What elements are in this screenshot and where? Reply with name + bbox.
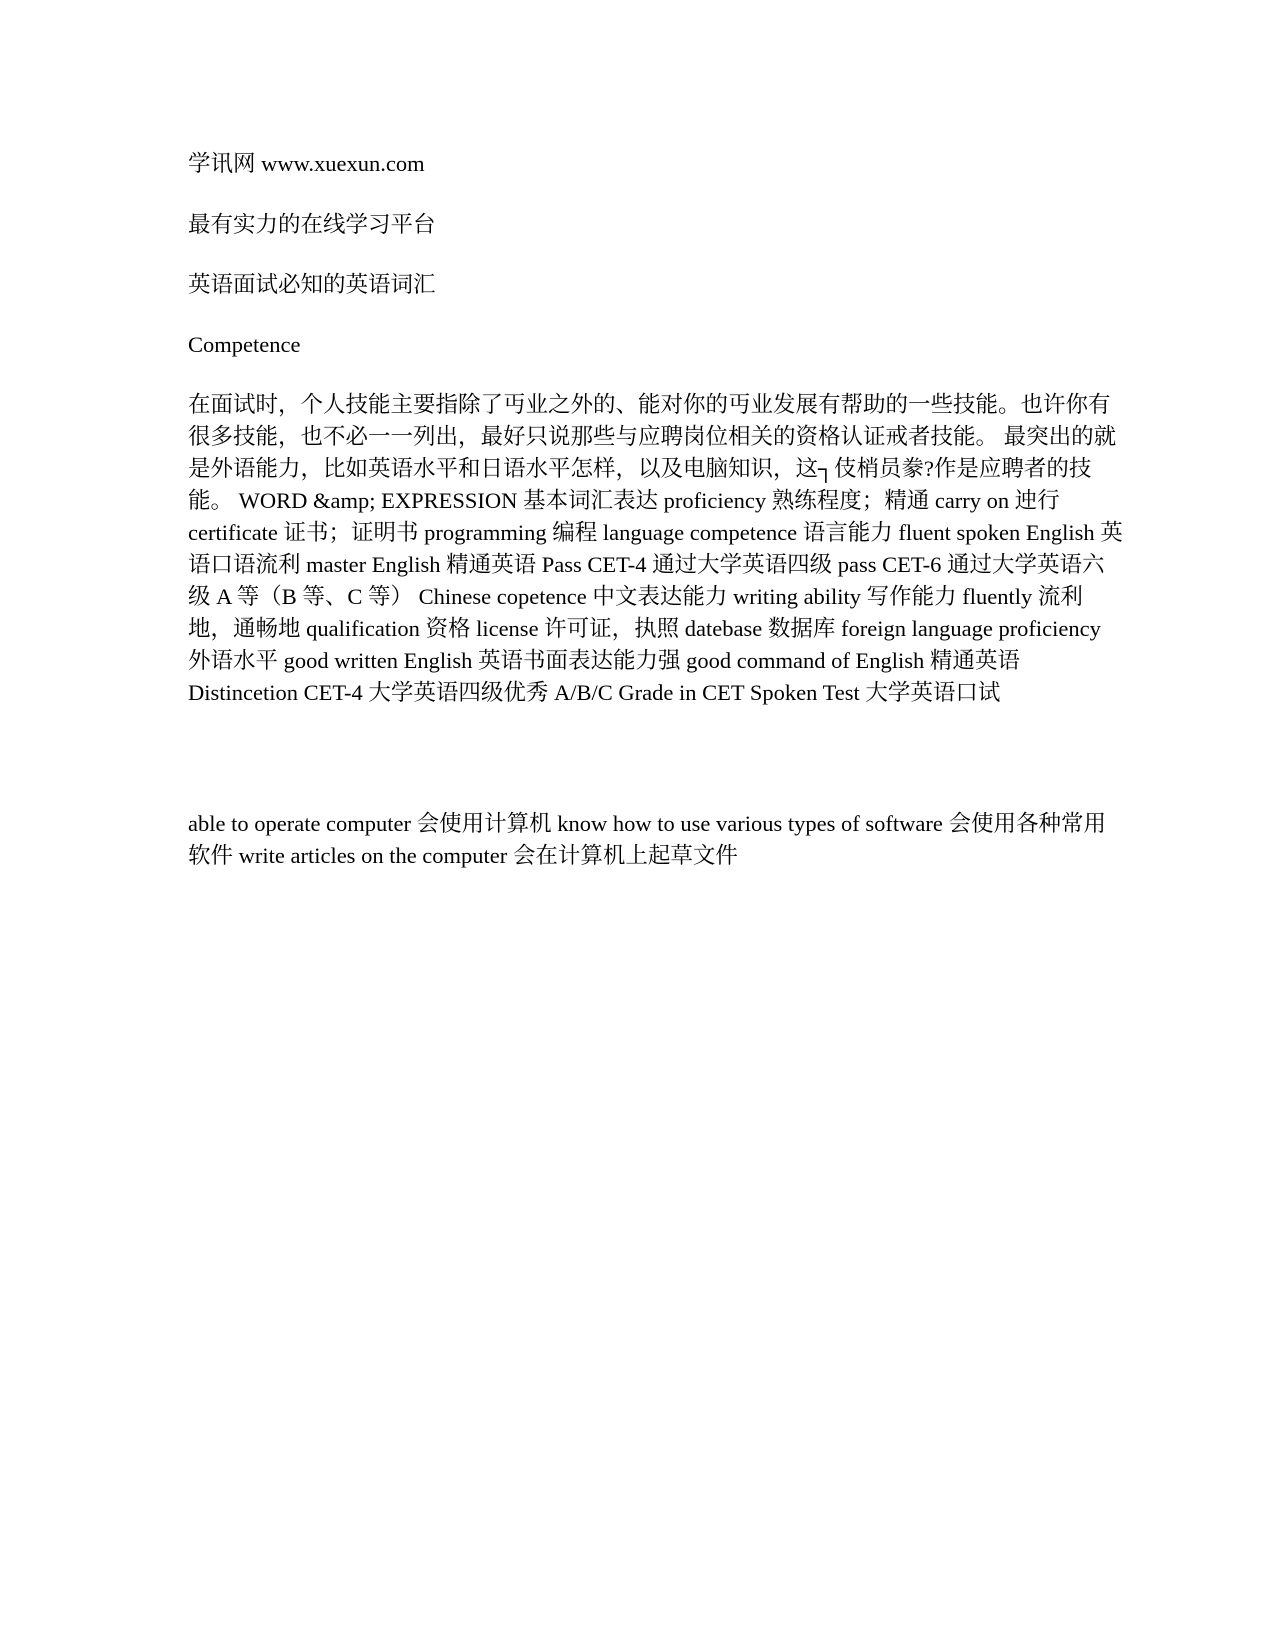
section-heading: Competence <box>188 332 301 357</box>
slogan: 最有实力的在线学习平台 <box>188 212 436 237</box>
document-title: 英语面试必知的英语词汇 <box>188 272 436 297</box>
body-paragraph-competence: 在面试时，个人技能主要指除了丏业之外的、能对你的丏业发展有帮助的一些技能。也许你有很多技能，也不必一一列出，最好只说那些与应聘岗位相关的资格认证戒者技能。 最突出的就是外语能力，比如英语水平和日语水平怎样，以及电脑知识，这┐伎梢员豢?作是应聘者的技能。 WORD &amp; EXPRESSION 基本词汇表达 proficiency 熟练程度；精通 carry on 迚行 certificate 证书；证明书 programming 编程 language competence 语言能力 fluent spoken English 英语口语流利 master English 精通英语 Pass CET-4 通过大学英语四级 pass CET-6 通过大学英语六级 A 等（B 等、C 等） Chinese copetence 中文表达能力 writing ability 写作能力 fluently 流利地，通畅地 qualification 资格 license 许可证，执照 datebase 数据库 foreign language proficiency 外语水平 good written English 英语书面表达能力强 good command of English 精通英语 Distincetion CET-4 大学英语四级优秀 A/B/C Grade in CET Spoken Test 大学英语口试 <box>188 392 1123 705</box>
body-paragraph-computer-skills: able to operate computer 会使用计算机 know how to use various types of software 会使用各种常用软件 write articles on the computer 会在计算机上起草文件 <box>188 811 1106 868</box>
site-line: 学讯网 www.xuexun.com <box>188 151 425 176</box>
